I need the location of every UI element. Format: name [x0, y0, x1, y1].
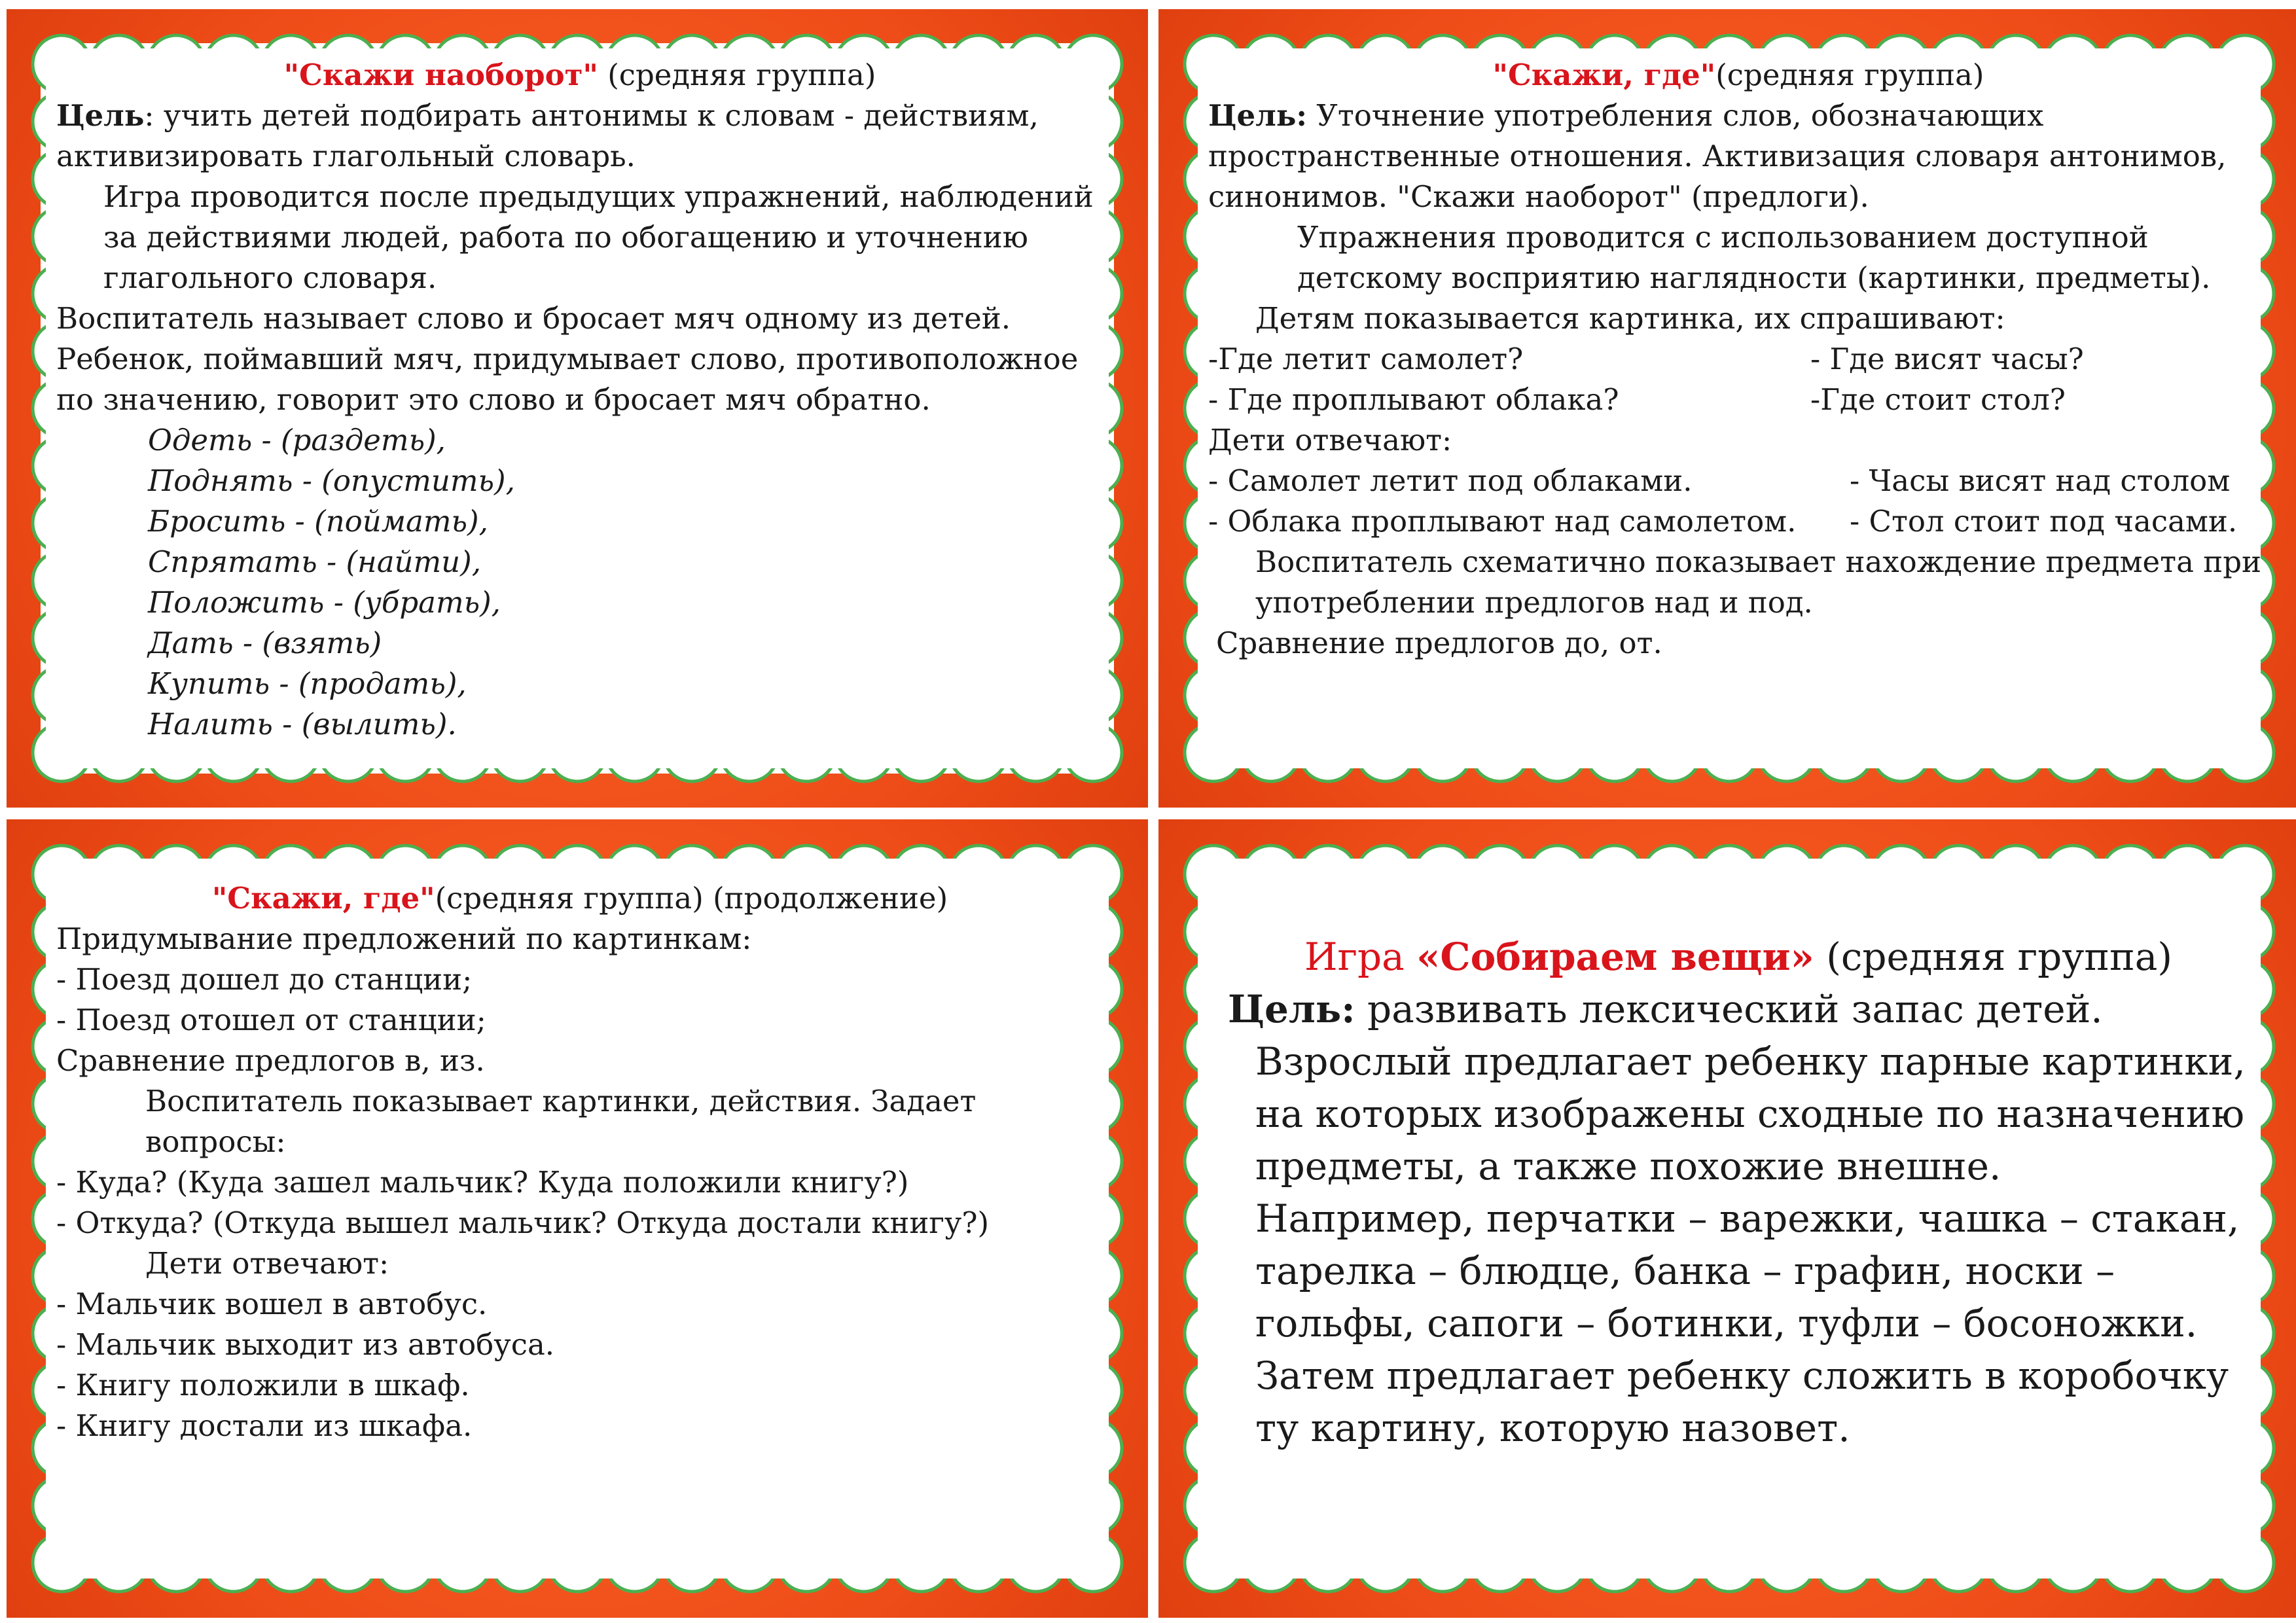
word-pair: Положить - (убрать), — [148, 585, 501, 620]
text-line: - Куда? (Куда зашел мальчик? Куда положили книгу?) — [56, 1165, 909, 1200]
word-pair: Поднять - (опустить), — [148, 463, 515, 498]
word-pair: Спрятать - (найти), — [148, 544, 482, 579]
paragraph: Взрослый предлагает ребенку парные картинки, на которых изображены сходные по назначению предметы, а также похожие внешне. — [1255, 1039, 2246, 1188]
paragraph: Воспитатель показывает картинки, действия. Задает вопросы: — [145, 1084, 977, 1159]
text-line: Сравнение предлогов в, из. — [56, 1043, 485, 1078]
card-say-opposite — [7, 9, 1148, 808]
card-title: Игра «Собираем вещи» (средняя группа) — [1304, 935, 2172, 979]
card-say-where-continued — [7, 819, 1148, 1618]
answers-label: Дети отвечают: — [1208, 423, 1452, 457]
question-row: - Где проплывают облака? -Где стоит стол? — [1208, 382, 2066, 417]
text-line: Придумывание предложений по картинкам: — [56, 921, 752, 956]
goal: Цель: развивать лексический запас детей. — [1228, 987, 2103, 1031]
card-title — [1208, 55, 2269, 96]
group-label: (средняя группа) — [1715, 58, 1984, 92]
goal: Цель: учить детей подбирать антонимы к словам - действиям, активизировать глагольный словарь. — [56, 98, 1039, 173]
card-title — [56, 878, 1103, 919]
word-pair: Налить - (вылить). — [148, 707, 457, 741]
card-title — [56, 55, 1103, 96]
group-label: (средняя группа) — [1814, 935, 2172, 979]
goal: Цель: Уточнение употребления слов, обозначающих пространственные отношения. Активизация словаря антонимов, синонимов. "Скажи наоборот" (предлоги). — [1208, 98, 2227, 214]
paragraph: Игра проводится после предыдущих упражнений, наблюдений за действиями людей, работа по обогащению и уточнению глагольного словаря. — [103, 179, 1094, 295]
group-label: (средняя группа) (продолжение) — [435, 881, 948, 916]
card-say-where — [1158, 9, 2296, 808]
card-content — [1208, 55, 2269, 664]
word-pair: Одеть - (раздеть), — [148, 423, 446, 457]
paragraph: Сравнение предлогов до, от. — [1216, 626, 1662, 660]
answer-row: - Облака проплывают над самолетом. - Стол стоит под часами. — [1208, 504, 2238, 539]
card-content — [1208, 931, 2269, 1454]
text-line: - Поезд дошел до станции; — [56, 962, 473, 997]
text-line: - Поезд отошел от станции; — [56, 1003, 486, 1037]
paragraph: Детям показывается картинка, их спрашивают: — [1255, 301, 2005, 336]
text-line: - Книгу достали из шкафа. — [56, 1408, 473, 1443]
answer-row: - Самолет летит под облаками. - Часы висят над столом — [1208, 463, 2231, 498]
paragraph: Воспитатель называет слово и бросает мяч одному из детей. Ребенок, поймавший мяч, придумывает слово, противоположное по значению, говорит это слово и бросает мяч обратно. — [56, 301, 1079, 417]
group-label: (средняя группа) — [598, 58, 876, 92]
card-collect-things — [1158, 819, 2296, 1618]
text-line: - Книгу положили в шкаф. — [56, 1368, 470, 1402]
question-row: -Где летит самолет? - Где висят часы? — [1208, 342, 2084, 376]
paragraph: Например, перчатки – варежки, чашка – стакан, тарелка – блюдце, банка – графин, носки – гольфы, сапоги – ботинки, туфли – босоножки. — [1255, 1196, 2240, 1346]
word-pair: Дать - (взять) — [148, 626, 382, 660]
text-line: - Мальчик выходит из автобуса. — [56, 1327, 555, 1362]
word-pair: Бросить - (поймать), — [148, 504, 488, 539]
word-pairs-list — [56, 420, 1103, 745]
game-name: "Скажи наоборот" — [283, 58, 598, 92]
game-name: "Скажи, где" — [211, 881, 435, 916]
card-content — [56, 55, 1103, 745]
word-pair: Купить - (продать), — [148, 666, 467, 701]
answers-label: Дети отвечают: — [145, 1246, 389, 1281]
card-content — [56, 878, 1103, 1446]
text-line: - Мальчик вошел в автобус. — [56, 1287, 488, 1321]
paragraph: Воспитатель схематично показывает нахождение предмета при употреблении предлогов над и под. — [1255, 544, 2261, 620]
game-name: "Скажи, где" — [1492, 58, 1716, 92]
text-line: - Откуда? (Откуда вышел мальчик? Откуда достали книгу?) — [56, 1205, 990, 1240]
paragraph: Упражнения проводится с использованием доступной детскому восприятию наглядности (картинки, предметы). — [1297, 220, 2211, 295]
paragraph: Затем предлагает ребенку сложить в коробочку ту картину, которую назовет. — [1255, 1353, 2229, 1450]
game-name: «Собираем вещи» — [1416, 935, 1814, 979]
